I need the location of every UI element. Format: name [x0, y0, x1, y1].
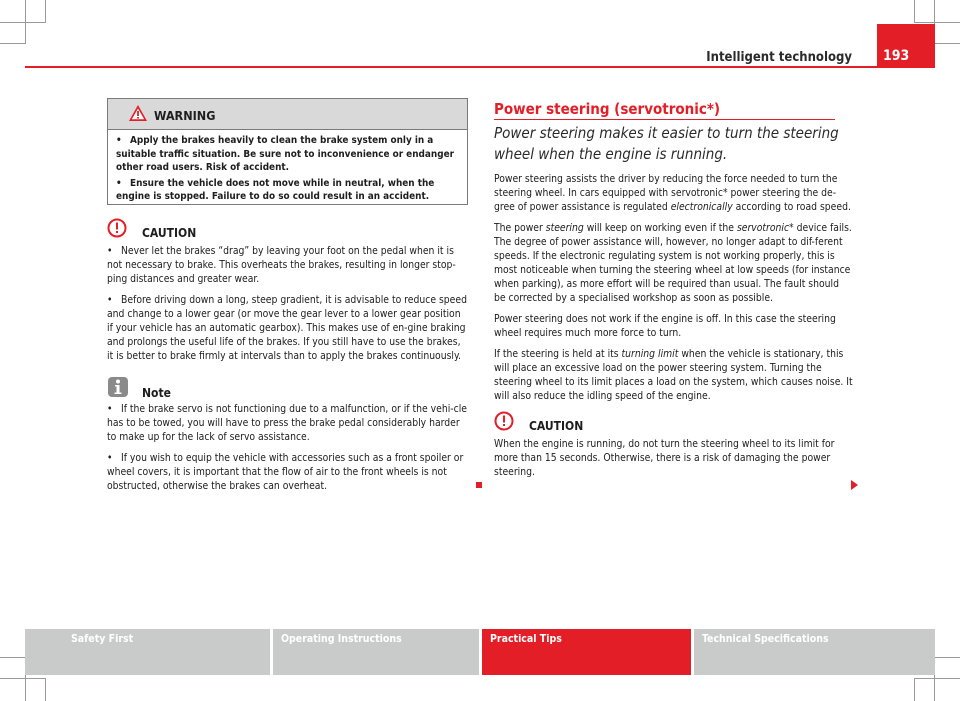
lead-paragraph: Power steering makes it easier to turn the steering wheel when the engine is running.	[494, 124, 839, 163]
crop-mark	[914, 0, 915, 22]
paragraph: Power steering does not work if the engine is off. In this case the steering wheel requires much more force to turn.	[494, 313, 836, 339]
warning-box	[107, 98, 468, 205]
crop-mark	[0, 43, 26, 44]
paragraph: If the steering is held at its turning limit when the vehicle is stationary, this will place an excessive load on the power steering system. Turning the steering wheel to its limit places a load on the system, which causes noise. It will also reduce the idling speed of the engine.	[494, 348, 853, 402]
caution-section	[107, 218, 468, 370]
note-section	[107, 376, 468, 500]
end-marker	[476, 482, 482, 488]
caution-item: • Never let the brakes “drag” by leaving your foot on the pedal when it is not necessary to brake. This overheats the brakes, resulting in longer stop-ping distances and greater wear.	[107, 245, 456, 285]
crop-mark	[914, 678, 960, 679]
nav-tab-safety-first[interactable]: Safety First	[25, 629, 270, 675]
section-title: Intelligent technology	[706, 50, 852, 65]
paragraph: The power steering will keep on working even if the servotronic* device fails. The degree of power assistance will, however, no longer adapt to dif-ferent speeds. If the electronic regulating system is not working properly, this is most noticeable when turning the steering wheel at low speeds (for instance when parking), as more effort will be required than usual. The fault should be corrected by a specialised workshop as soon as possible.	[494, 222, 852, 304]
caution-icon	[494, 411, 514, 431]
note-item: • If you wish to equip the vehicle with accessories such as a front spoiler or wheel covers, it is important that the flow of air to the front wheels is not obstructed, otherwise the brakes can overheat.	[107, 452, 464, 492]
warning-header	[108, 99, 467, 130]
warning-item: • Ensure the vehicle does not move while in neutral, when the engine is stopped. Failure to do so could result in an accident.	[116, 177, 435, 202]
crop-mark	[0, 657, 26, 658]
caution-text: When the engine is running, do not turn the steering wheel to its limit for more than 15 seconds. Otherwise, there is a risk of damaging the power steering.	[494, 438, 835, 478]
nav-tab-technical-specifications[interactable]: Technical Specifications	[694, 629, 935, 675]
crop-mark	[0, 678, 46, 679]
heading-rule	[494, 119, 835, 120]
body-text	[494, 172, 853, 486]
warning-icon	[128, 104, 148, 122]
caution-title: CAUTION	[142, 226, 197, 240]
nav-tab-operating-instructions[interactable]: Operating Instructions	[273, 629, 479, 675]
caution-title: CAUTION	[529, 419, 584, 433]
header-rule	[25, 66, 935, 68]
crop-mark	[914, 22, 960, 23]
warning-item: • Apply the brakes heavily to clean the brake system only in a suitable traffic situation. Be sure not to inconvenience or endanger other road users. Risk of accident.	[116, 135, 454, 173]
crop-mark	[0, 22, 46, 23]
continue-arrow-icon	[851, 480, 858, 490]
note-item: • If the brake servo is not functioning due to a malfunction, or if the vehi-cle has to be towed, you will have to press the brake pedal considerably harder to make up for the lack of servo assistance.	[107, 403, 467, 443]
crop-mark	[45, 679, 46, 701]
caution-item: • Before driving down a long, steep gradient, it is advisable to reduce speed and change to a lower gear (or move the gear lever to a lower gear position if your vehicle has an automatic gearbox). This makes use of en-gine braking and prolongs the useful life of the brakes. If you still have to use the brakes, it is better to brake firmly at intervals than to apply the brakes continuously.	[107, 294, 467, 362]
nav-tab-practical-tips[interactable]: Practical Tips	[482, 629, 691, 675]
crop-mark	[45, 0, 46, 22]
paragraph: Power steering assists the driver by reducing the force needed to turn the steering wheel. In cars equipped with servotronic* power steering the de-gree of power assistance is regulated electronically according to road speed.	[494, 173, 851, 213]
warning-title: WARNING	[154, 108, 216, 123]
note-title: Note	[142, 386, 171, 400]
crop-mark	[914, 679, 915, 701]
crop-mark	[934, 657, 960, 658]
heading-power-steering: Power steering (servotronic*)	[494, 100, 721, 118]
crop-mark	[934, 43, 960, 44]
page-number: 193	[877, 24, 935, 68]
caution-icon	[107, 218, 127, 238]
info-icon	[107, 376, 129, 398]
